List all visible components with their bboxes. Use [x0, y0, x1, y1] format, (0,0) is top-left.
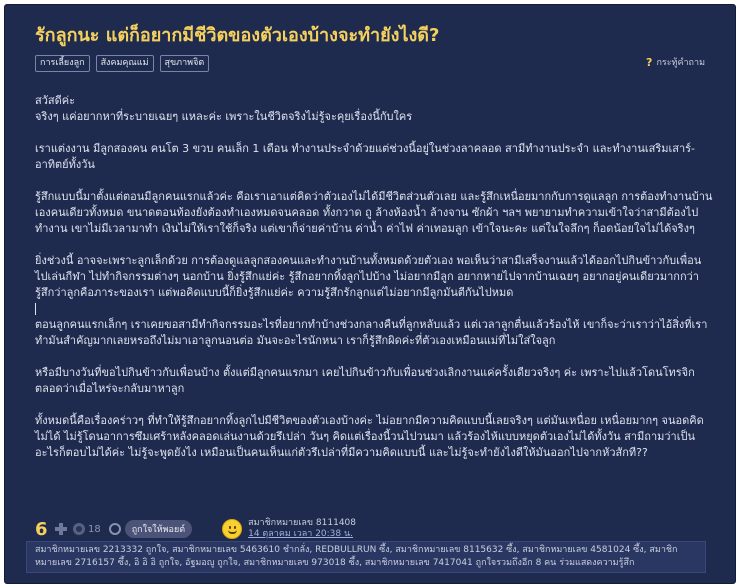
- tag-list: [35, 55, 209, 72]
- emotion-count: 18: [88, 523, 101, 535]
- paragraph: รู้สึกแบบนี้มาตั้งแต่ตอนมีลูกคนแรกแล้วค่ะ คือเราเอาแต่คิดว่าตัวเองไม่ได้มีชีวิตส่วนตัวเลย และรู้สึกเหนื่อยมากกับการดูแลลูก การต้องทำงานบ้านเองคนเดียวทั้งหมด ขนาดตอนท้องยังต้องทำเองหมดจนคลอด ทั้งกวาด ถู ล้างห้องน้ำ ล้างจาน ซักผ้า ฯลฯ พยายามทำความเข้าใจว่าสามีต้องไปทำงาน เขาไม่มีเวลามาทำ เงินไม่ให้เราใช้ก็จริง แต่เขาก็จ่ายค่าบ้าน ค่าน้ำ ค่าไฟ ค่าเทอมลูก เข้าใจนะคะ แต่ในใจลึกๆ ก็อดน้อยใจไม่ได้จริงๆ: [35, 190, 713, 235]
- reactions-list[interactable]: สมาชิกหมายเลข 2213332 ถูกใจ, สมาชิกหมายเลข 5463610 ชำกลั่ง, REDBULLRUN ซึ้ง, สมาชิกหมายเลข 8115632 ซึ้ง, สมาชิกหมายเลข 4581024 ซึ้ง, สมาชิกหมายเลข 2716157 ซึ้ง, อิ อิ อิ ถูกใจ, อัฐมอญู ถูกใจ, สมาชิกหมายเลข 973018 ซึ้ง, สมาชิกหมายเลข 7417041 ถูกใจรวมถึงอีก 8 คน ร่วมแสดงความรู้สึก: [26, 541, 706, 573]
- post-time[interactable]: 14 ตุลาคม เวลา 20:38 น.: [248, 529, 354, 539]
- author-name[interactable]: สมาชิกหมายเลข 8111408: [248, 518, 357, 528]
- plus-vote-icon[interactable]: [55, 523, 67, 535]
- paragraph: เราแต่งงาน มีลูกสองคน คนโต 3 ขวบ คนเล็ก 1 เดือน ทำงานประจำด้วยแต่ช่วงนี้อยู่ในช่วงลาคลอด สามีทำงานประจำ และทำงานเสริมเสาร์-อาทิตย์ทั้งวัน: [35, 142, 695, 171]
- paragraph: ทั้งหมดนี้คือเรื่องคร่าวๆ ที่ทำให้รู้สึกอยากทิ้งลูกไปมีชีวิตของตัวเองบ้างค่ะ ไม่อยากมีความคิดแบบนี้เลยจริงๆ แต่มันเหนื่อย เหนื่อยมากๆ จนอดคิดไม่ได้ ไม่รู้โดนอาการซึมเศร้าหลังคลอดเล่นงานด้วยรึเปล่า วันๆ คิดแต่เรื่องนี้วนไปวนมา แล้วร้องไห้แบบหยุดตัวเองไม่ได้ทั้งวัน สามีถามว่าเป็นอะไรก็ตอบไม่ได้ค่ะ ไม่รู้จะพูดยังไง เหมือนเป็นคนเห็นแก่ตัวรึเปล่าที่มีความคิดแบบนี้ และไม่รู้จะทำยังไงดีให้มันออกไปจากหัวสักที??: [35, 414, 704, 459]
- paragraph: ยิ่งช่วงนี้ อาจจะเพราะลูกเล็กด้วย การต้องดูแลลูกสองคนและทำงานบ้านทั้งหมดด้วยตัวเอง พอเห็นว่าสามีเสร็จงานแล้วได้ออกไปกินข้าวกับเพื่อน ไปเล่นกีฬา ไปทำกิจกรรมต่างๆ นอกบ้าน ยิ่งรู้สึกแย่ค่ะ รู้สึกอยากทิ้งลูกไปบ้าง ไม่อยากมีลูก อยากหายไปจากบ้านเฉยๆ อยากอยู่คนเดียวมากกว่า รู้สึกว่าลูกคือภาระของเรา แต่พอคิดแบบนี้ก็ยิ่งรู้สึกแย่ค่ะ ความรู้สึกรักลูกแต่ไม่อยากมีลูกมันตีกันไปหมด: [35, 254, 702, 299]
- question-icon: ?: [646, 55, 653, 69]
- tag-mom-community[interactable]: สังคมคุณแม่: [96, 55, 154, 72]
- paragraph: ตอนลูกคนแรกเล็กๆ เราเคยขอสามีทำกิจกรรมอะไรที่อยากทำบ้างช่วงกลางคืนที่ลูกหลับแล้ว แต่เวลาลูกตื่นแล้วร้องไห้ เขาก็จะว่าเราว่าไอ้สิ่งที่เราทำมันสำคัญมากเลยหรอถึงไม่มาเอาลูกนอนต่อ มันจะอะไรนักหนา เราก็รู้สึกผิดค่ะที่ตัวเองเหมือนแม่ที่ไม่ใส่ใจลูก: [35, 318, 708, 347]
- topic-body: [35, 93, 715, 461]
- topic-footer: [35, 515, 715, 543]
- question-topic-badge: [646, 55, 705, 69]
- paragraph: สวัสดีค่ะ จริงๆ แค่อยากหาที่ระบายเฉยๆ แหละค่ะ เพราะในชีวิตจริงไม่รู้จะคุยเรื่องนี้กับใคร: [35, 94, 413, 123]
- vote-score: 6: [35, 518, 48, 540]
- like-point-button[interactable]: ถูกใจให้พอยต์: [125, 520, 192, 538]
- question-topic-label: กระทู้คำถาม: [656, 58, 705, 68]
- text-cursor: [35, 301, 715, 317]
- tag-mental-health[interactable]: สุขภาพจิต: [160, 55, 210, 72]
- author-avatar-smiley-icon[interactable]: [222, 519, 242, 539]
- reaction-ring-icon[interactable]: [109, 523, 121, 535]
- author-info: [248, 518, 356, 540]
- topic-card: [4, 4, 736, 584]
- emotion-icon[interactable]: [73, 523, 85, 535]
- paragraph: หรือมีบางวันที่ขอไปกินข้าวกับเพื่อนบ้าง ตั้งแต่มีลูกคนแรกมา เคยไปกินข้าวกับเพื่อนช่วงเลิกงานแค่ครั้งเดียวจริงๆ ค่ะ เพราะไปแล้วโดนโทรจิกตลอดว่าเมื่อไหร่จะกลับมาหาลูก: [35, 366, 695, 395]
- tag-parenting[interactable]: การเลี้ยงลูก: [35, 55, 90, 72]
- topic-title: รักลูกนะ แต่ก็อยากมีชีวิตของตัวเองบ้างจะทำยังไงดี?: [35, 25, 440, 46]
